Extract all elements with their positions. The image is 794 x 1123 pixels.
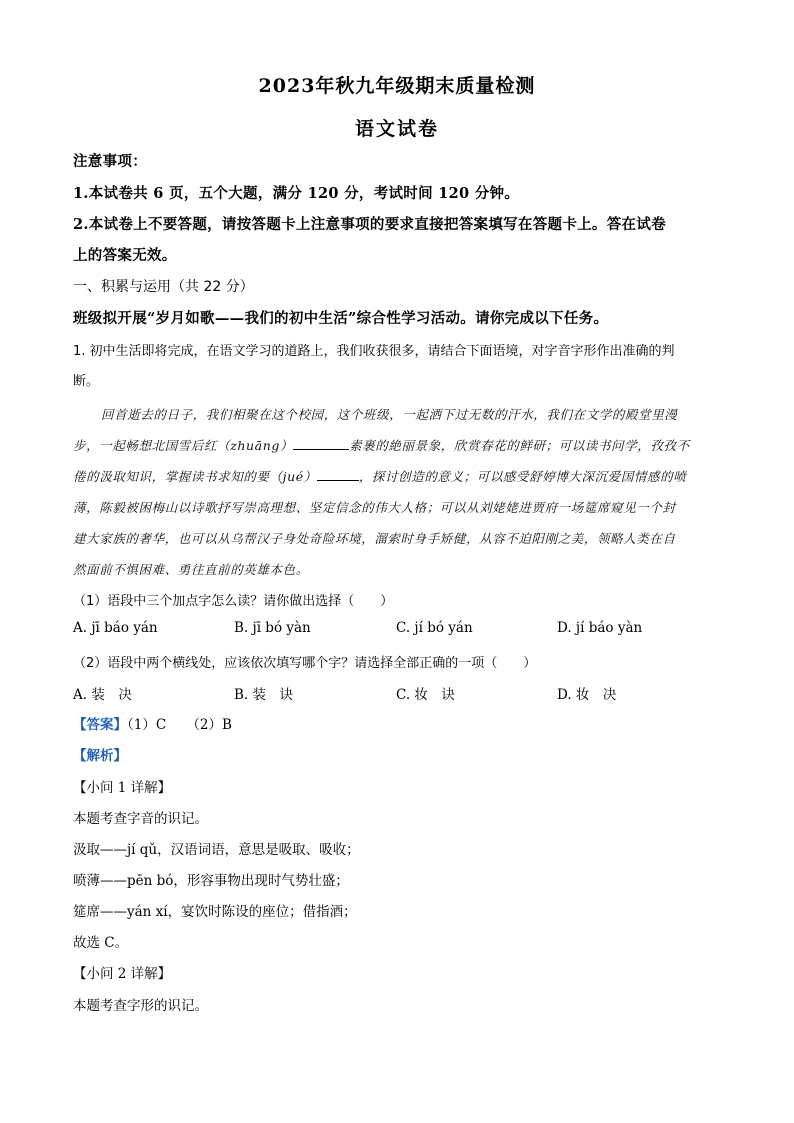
section-1-heading: 一、积累与运用（共 22 分） (73, 279, 254, 295)
exam-title: 2023年秋九年级期末质量检测 (258, 75, 536, 97)
notes-item-2-line-1: 2.本试卷上不要答题，请按答题卡上注意事项的要求直接把答案填写在答题卡上。答在试卷 (73, 216, 666, 233)
analysis-sub-2-heading: 【小问 2 详解】 (73, 966, 172, 982)
sub-2-option-a: A. 装 决 (73, 687, 132, 703)
sub-2-option-b: B. 装 诀 (234, 687, 294, 703)
analysis-line-5: 故选 C。 (73, 935, 129, 951)
blank-2 (317, 468, 359, 481)
passage-line-2-a: 步，一起畅想北国雪后红（zhuāng） (73, 438, 294, 453)
question-1-prompt-line-2: 断。 (73, 374, 100, 389)
passage-line-5: 建大家族的奢华，也可以从乌帮汉子身处奇险环境，溜索时身手矫健，从容不迫阳刚之美，领略人类在自 (73, 531, 676, 546)
sub-question-2-prompt: （2）语段中两个横线处，应该依次填写哪个字？请选择全部正确的一项（ ） (73, 656, 537, 671)
passage-line-1: 回首逝去的日子，我们相聚在这个校园，这个班级，一起洒下过无数的汗水，我们在文学的殿堂里漫 (101, 407, 678, 422)
answer-text: （1）C （2）B (127, 717, 232, 733)
passage-line-6: 然面前不惧困难、勇往直前的英雄本色。 (73, 562, 309, 577)
analysis-line-4: 筵席——yán xí，宴饮时陈设的座位；借指酒； (73, 904, 357, 920)
answer-label: 【答案】 (73, 717, 127, 733)
analysis-label: 【解析】 (73, 748, 127, 764)
passage-line-3 (73, 467, 686, 485)
analysis-sub-1-heading: 【小问 1 详解】 (73, 780, 172, 796)
passage-line-2-b: 素裹的絶丽景象，欣赏春花的鲜研；可以读书问学，孜孜不 (349, 438, 690, 453)
question-1-prompt-line-1: 1. 初中生活即将完成，在语文学习的道路上，我们收获很多，请结合下面语境，对字音字形作出准确的判 (73, 344, 675, 359)
analysis-line-6: 本题考查字形的识记。 (73, 998, 208, 1014)
analysis-line-3: 喷薄——pēn bó，形容事物出现时气势壮盛； (73, 873, 349, 889)
answer-line (73, 713, 232, 733)
passage-line-3-b: ，探讨创造的意义；可以感受舒婷博大深沉爱国情感的喷 (358, 469, 687, 484)
sub-1-option-b: B. jī bó yàn (234, 620, 311, 636)
sub-1-option-a: A. jī báo yán (73, 620, 158, 636)
notes-item-1: 1.本试卷共 6 页，五个大题，满分 120 分，考试时间 120 分钟。 (73, 185, 520, 202)
analysis-line-2: 汲取——jí qǔ，汉语词语，意思是吸取、吸收； (73, 842, 360, 858)
passage-line-3-a: 倦的汲取知识，掌握读书求知的要（jué） (73, 469, 317, 484)
sub-2-option-d: D. 妆 决 (557, 687, 617, 703)
sub-1-option-c: C. jí bó yán (396, 620, 473, 636)
sub-1-option-d: D. jí báo yàn (557, 620, 643, 636)
exam-subtitle: 语文试卷 (354, 118, 439, 140)
passage-line-2 (73, 436, 690, 454)
sub-question-1-prompt: （1）语段中三个加点字怎么读？请你做出选择（ ） (73, 594, 394, 609)
sub-2-option-c: C. 妆 诀 (396, 687, 455, 703)
blank-1 (293, 437, 349, 450)
passage-line-4: 薄，陈毅被困梅山以诗歌抒写崇高理想、坚定信念的伟大人格；可以从刘姥姥进贾府一场筵席窥见一个封 (73, 500, 676, 515)
notes-item-2-line-2: 上的答案无效。 (73, 247, 177, 264)
notes-heading: 注意事项： (73, 153, 147, 170)
section-1-intro: 班级拟开展“岁月如歌——我们的初中生活”综合性学习活动。请你完成以下任务。 (73, 310, 609, 327)
analysis-line-1: 本题考查字音的识记。 (73, 811, 208, 827)
